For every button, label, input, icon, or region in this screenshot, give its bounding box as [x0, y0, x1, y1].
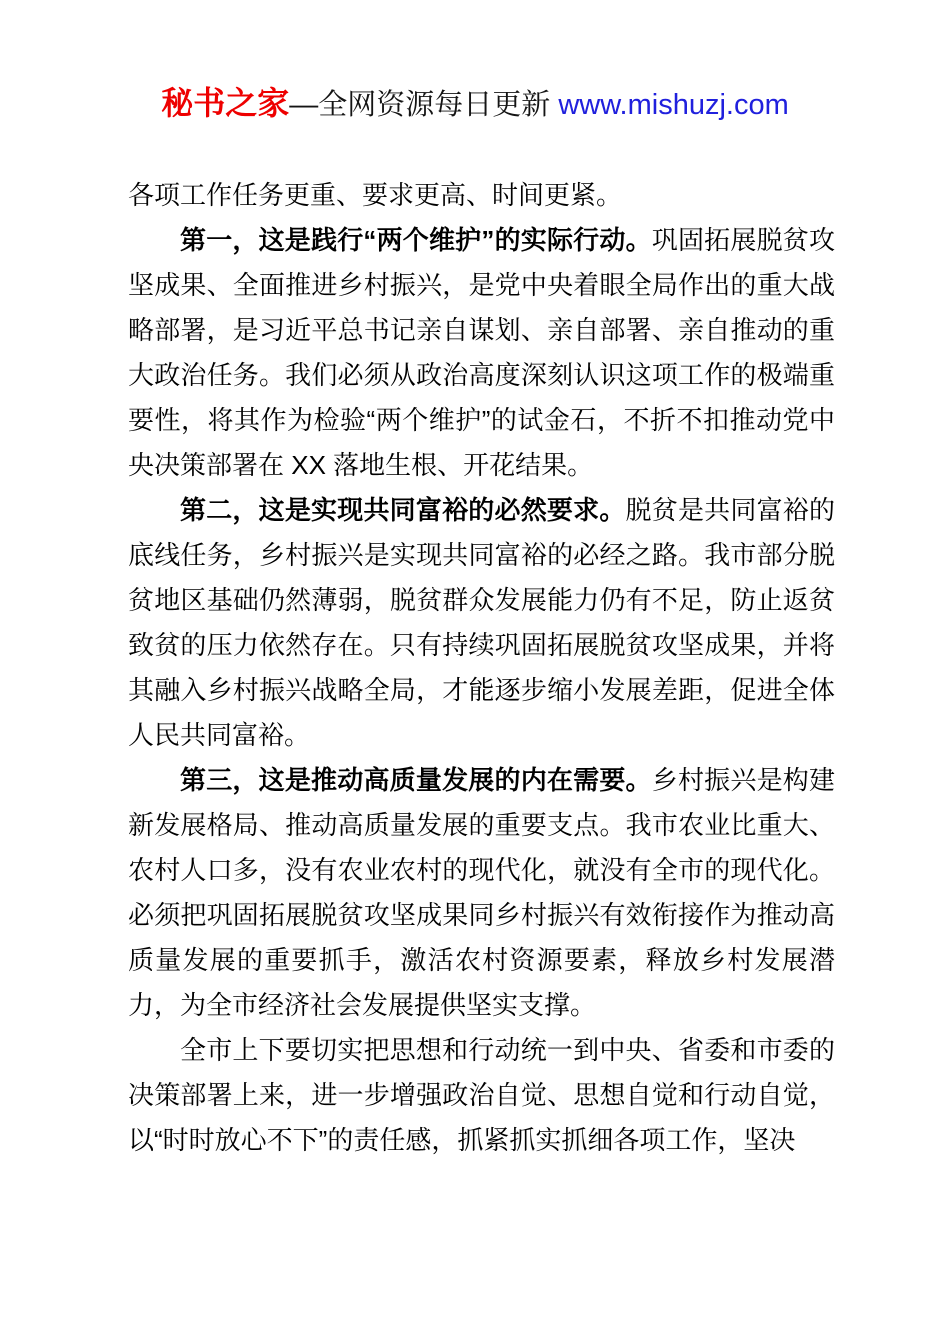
site-header [0, 0, 950, 127]
paragraph-text: 脱贫是共同富裕的底线任务，乡村振兴是实现共同富裕的必经之路。我市部分脱贫地区基础仍然薄弱，脱贫群众发展能力仍有不足，防止返贫致贫的压力依然存在。只有持续巩固拓展脱贫攻坚成果，并将其融入乡村振兴战略全局，才能逐步缩小发展差距，促进全体人民共同富裕。 [128, 495, 835, 750]
site-brand: 秘书之家 [161, 85, 290, 121]
paragraph-lead: 第三，这是推动高质量发展的内在需要。 [180, 765, 652, 795]
site-url-link[interactable]: www.mishuzj.com [558, 89, 789, 121]
paragraph-closing [128, 1028, 835, 1163]
paragraph-text: 各项工作任务更重、要求更高、时间更紧。 [128, 180, 623, 210]
paragraph-lead: 第二，这是实现共同富裕的必然要求。 [180, 495, 626, 525]
paragraph-continuation [128, 173, 835, 218]
paragraph-third-point [128, 758, 835, 1028]
paragraph-text: 全市上下要切实把思想和行动统一到中央、省委和市委的决策部署上来，进一步增强政治自觉、思想自觉和行动自觉，以“时时放心不下”的责任感，抓紧抓实抓细各项工作，坚决 [128, 1035, 835, 1155]
paragraph-lead: 第一，这是践行“两个维护”的实际行动。 [180, 225, 652, 255]
paragraph-second-point [128, 488, 835, 758]
paragraph-text: 巩固拓展脱贫攻坚成果、全面推进乡村振兴，是党中央着眼全局作出的重大战略部署，是习近平总书记亲自谋划、亲自部署、亲自推动的重大政治任务。我们必须从政治高度深刻认识这项工作的极端重要性，将其作为检验“两个维护”的试金石，不折不扣推动党中央决策部署在 XX 落地生根、开花结果。 [128, 225, 835, 480]
paragraph-text: 乡村振兴是构建新发展格局、推动高质量发展的重要支点。我市农业比重大、农村人口多，没有农业农村的现代化，就没有全市的现代化。必须把巩固拓展脱贫攻坚成果同乡村振兴有效衔接作为推动高质量发展的重要抓手，激活农村资源要素，释放乡村发展潜力，为全市经济社会发展提供坚实支撑。 [128, 765, 835, 1020]
site-tagline: —全网资源每日更新 [289, 89, 559, 121]
document-body [128, 173, 835, 1163]
paragraph-first-point [128, 218, 835, 488]
